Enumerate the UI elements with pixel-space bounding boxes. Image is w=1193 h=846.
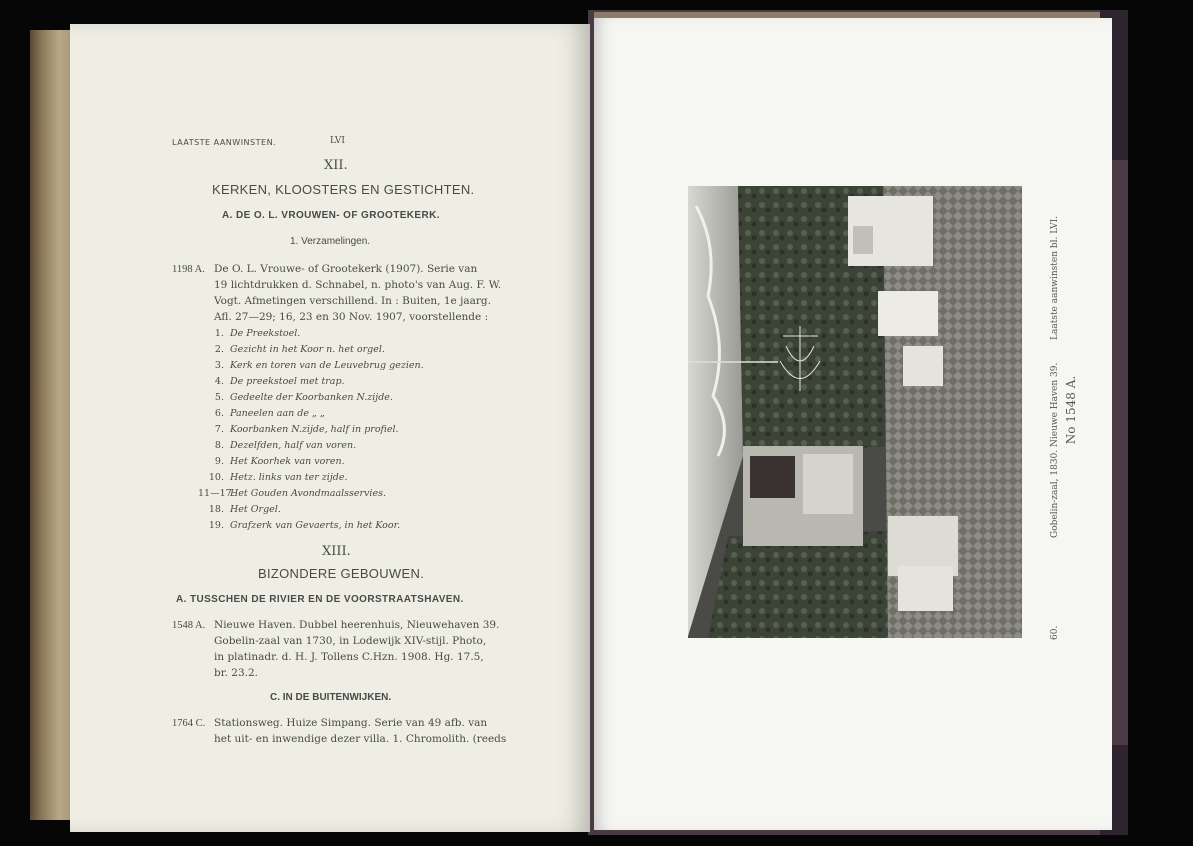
subsection-a-title: A. DE O. L. VROUWEN- OF GROOTEKERK. [222, 210, 440, 221]
entry-1548-line-2: Gobelin-zaal van 1730, in Lodewijk XIV-stijl. Photo, [214, 635, 487, 647]
list-item: 3. Kerk en toren van de Leuvebrug gezien. [214, 360, 424, 371]
entry-1548-line-1: Nieuwe Haven. Dubbel heerenhuis, Nieuwehaven 39. [214, 619, 500, 631]
list-item: 8. Dezelfden, half van voren. [214, 440, 357, 451]
entry-1764-line-1: Stationsweg. Huize Simpang. Serie van 49 afb. van [214, 717, 488, 729]
list-item: 6. Paneelen aan de „ „ [214, 408, 325, 419]
list-item: 18. Het Orgel. [208, 504, 281, 515]
list-item: 9. Het Koorhek van voren. [214, 456, 345, 467]
entry-1548-line-3: in platinadr. d. H. J. Tollens C.Hzn. 1908. Hg. 17.5, [214, 651, 484, 663]
photo-caption [1050, 180, 1090, 640]
section-xiii-roman: XIII. [322, 544, 351, 559]
section-xiii-title: BIZONDERE GEBOUWEN. [258, 566, 425, 581]
list-item: 5. Gedeelte der Koorbanken N.zijde. [214, 392, 393, 403]
subsection-c-title: C. IN DE BUITENWIJKEN. [270, 692, 392, 703]
list-item: 7. Koorbanken N.zijde, half in profiel. [214, 424, 399, 435]
caption-catalog-number: No 1548 A. [1064, 375, 1078, 445]
book-edge [30, 30, 72, 820]
entry-1198-number: 1198 A. [172, 264, 205, 275]
entry-1198-line-4: Afl. 27—29; 16, 23 en 30 Nov. 1907, voorstellende : [214, 311, 489, 323]
caption-title: Gobelin-zaal, 1830. Nieuwe Haven 39. [1050, 362, 1060, 538]
caption-reference: Laatste aanwinsten bl. LVI. [1050, 215, 1060, 340]
interior-photo [688, 186, 1022, 638]
list-item: 10. Hetz. links van ter zijde. [208, 472, 348, 483]
list-item: 4. De preekstoel met trap. [214, 376, 345, 387]
entry-1198-line-1: De O. L. Vrouwe- of Grootekerk (1907). Serie van [214, 263, 478, 275]
list-item: 2. Gezicht in het Koor n. het orgel. [214, 344, 385, 355]
entry-1198-line-2: 19 lichtdrukken d. Schnabel, n. photo's van Aug. F. W. [214, 279, 502, 291]
caption-page-number: 60. [1050, 625, 1060, 640]
list-item: 19. Grafzerk van Gevaerts, in het Koor. [208, 520, 401, 531]
subsection-a-voorstraatshaven: A. TUSSCHEN DE RIVIER EN DE VOORSTRAATSHAVEN. [176, 594, 464, 605]
section-xii-title: KERKEN, KLOOSTERS EN GESTICHTEN. [212, 182, 475, 197]
entry-1548-number: 1548 A. [172, 620, 206, 631]
entry-1764-line-2: het uit- en inwendige dezer villa. 1. Chromolith. (reeds [214, 733, 507, 745]
list-item: 11—17.Het Gouden Avondmaalsservies. [198, 488, 386, 499]
entry-1548-line-4: br. 23.2. [214, 667, 258, 679]
running-head: LAATSTE AANWINSTEN. [172, 138, 277, 147]
entry-1198-line-3: Vogt. Afmetingen verschillend. In : Buiten, 1e jaarg. [214, 295, 491, 307]
page-number: LVI [330, 136, 345, 146]
section-xii-roman: XII. [324, 158, 348, 173]
list-item: 1. De Preekstoel. [214, 328, 301, 339]
entry-1764-number: 1764 C. [172, 718, 206, 729]
heading-verzamelingen: 1. Verzamelingen. [290, 236, 371, 247]
